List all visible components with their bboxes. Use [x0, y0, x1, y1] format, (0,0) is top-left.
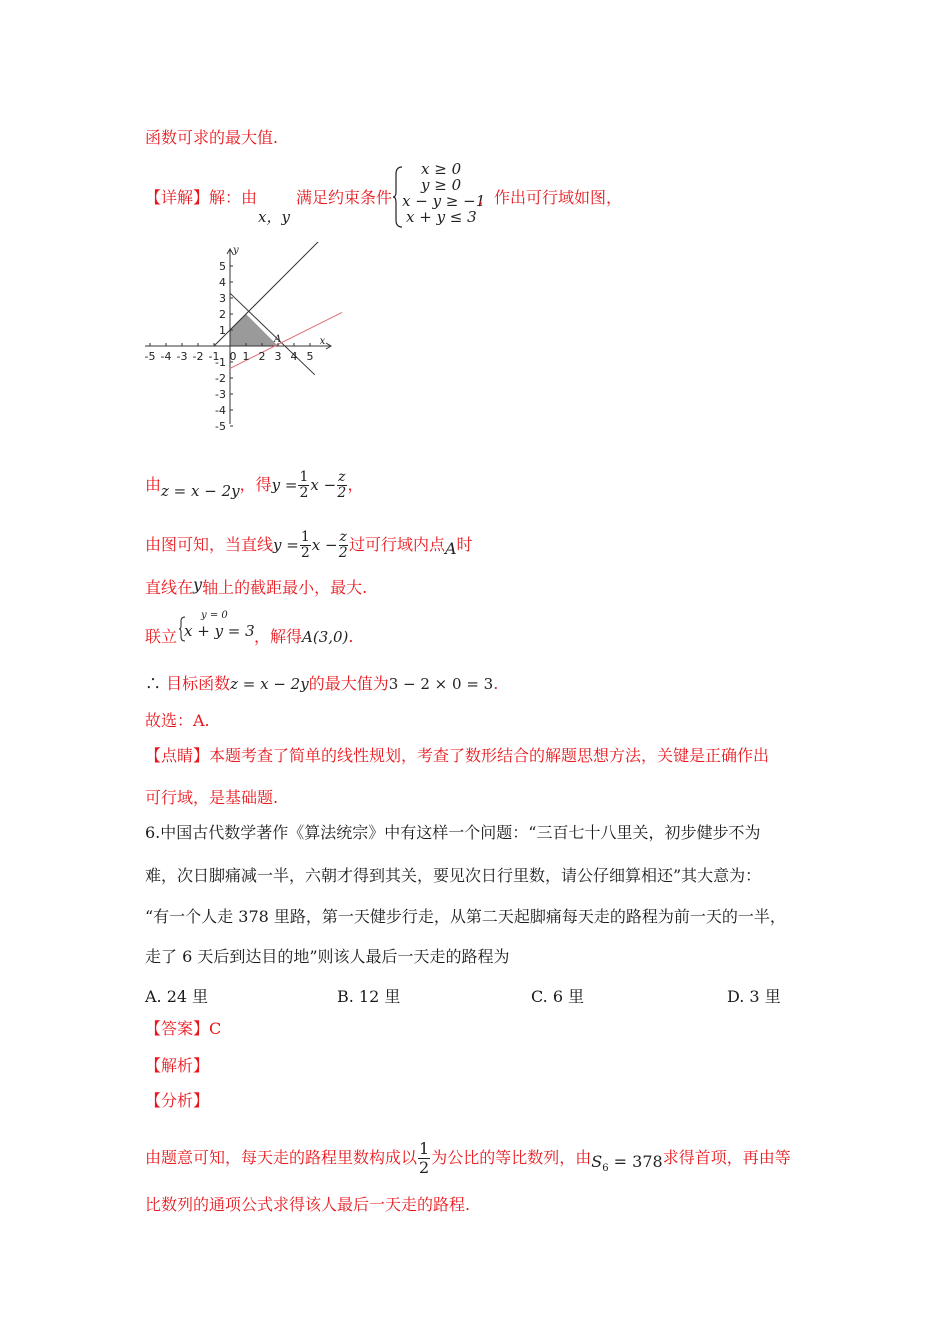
x-tick-label: 1: [242, 350, 250, 363]
y-tick-label: 4: [219, 276, 226, 289]
detail-line: [145, 188, 257, 208]
z-line: [145, 470, 364, 501]
x-tick-label: 3: [274, 350, 282, 363]
x-tick-label: -4: [160, 350, 172, 363]
y-equation-head: y =: [271, 476, 298, 494]
choice-b: B. 12 里: [337, 987, 401, 1006]
system-eq-1: y = 0: [201, 610, 228, 621]
intercept-text-b: 轴上的截距最小，最大.: [202, 578, 368, 597]
x-tick-label: -2: [192, 350, 204, 363]
target-line: [145, 674, 498, 694]
dot-text: .: [348, 627, 354, 646]
choice-c: C. 6 里: [531, 987, 585, 1006]
z-den-2: 2: [338, 545, 348, 561]
comment-line-2: 可行域，是基础题.: [145, 788, 279, 807]
half-num: 1: [299, 469, 309, 485]
answer-line: [145, 1019, 221, 1039]
s6-letter: S: [591, 1152, 603, 1171]
y-tick-label: -2: [215, 372, 226, 385]
feasible-region-graph: [140, 242, 345, 432]
question-line-3: “有一个人走 378 里路，第一天健步行走，从第二天起脚痛每天走的路程为前一天的一半，: [145, 907, 786, 926]
y-equation-head-2: y =: [273, 536, 299, 554]
s6-symbol: [591, 1152, 663, 1175]
fig-text-a: 由图可知，当直线: [145, 535, 274, 554]
choose-line: 故选：A.: [145, 711, 210, 730]
constraint-2: y ≥ 0: [421, 176, 462, 194]
target-value: 3 − 2 × 0 = 3: [388, 675, 494, 693]
jiexi-heading: 【解析】: [145, 1056, 210, 1075]
y-tick-label: -3: [215, 388, 226, 401]
x-axis-label: x: [319, 336, 326, 347]
ratio-num: 1: [419, 1139, 430, 1158]
analysis-text-a: 由题意可知，每天走的路程里数构成以: [145, 1148, 418, 1167]
z-fraction: [337, 470, 346, 501]
question-line-1: 6.中国古代数学著作《算法统宗》中有这样一个问题：“三百七十八里关，初步健步不为: [145, 823, 761, 842]
intercept-y: y: [193, 575, 203, 594]
fenxi-heading: 【分析】: [145, 1091, 210, 1110]
question-line-2: 难，次日脚痛减一半，六朝才得到其关，要见次日行里数，请公仔细算相还”其大意为：: [145, 866, 762, 885]
z-den: 2: [337, 485, 347, 501]
y-tick-label: 1: [219, 324, 226, 337]
y-tick-label: -1: [215, 356, 226, 369]
analysis-line-2: 比数列的通项公式求得该人最后一天走的路程.: [145, 1195, 471, 1214]
y-tick-label: -4: [215, 404, 226, 417]
lianli-text: 联立: [145, 627, 178, 646]
s6-value: = 378: [608, 1152, 663, 1171]
choice-d: D. 3 里: [727, 987, 781, 1006]
y-axis-label: y: [233, 245, 239, 256]
z-num-2: z: [339, 529, 347, 545]
half-num-2: 1: [300, 529, 310, 545]
point-a: A: [444, 539, 457, 558]
detail-text-b: 满足约束条件: [296, 188, 393, 207]
a30: A(3,0): [302, 628, 349, 646]
y-tick-label: -5: [215, 420, 226, 432]
y-tick-label: 2: [219, 308, 226, 321]
comment-line-1: [145, 746, 769, 766]
half-fraction: [298, 470, 309, 501]
half-den: 2: [299, 485, 309, 501]
answer-value: C: [209, 1019, 222, 1038]
x-minus-2: x −: [311, 536, 338, 554]
analysis-line-1: [145, 1140, 791, 1177]
detail-text-c: ，作出可行域如图，: [478, 188, 623, 207]
half-den-2: 2: [300, 545, 310, 561]
you-text: 由: [145, 475, 162, 494]
x-tick-label: -5: [144, 350, 156, 363]
x-tick-label: -1: [208, 350, 220, 363]
analysis-text-b: 为公比的等比数列，由: [431, 1148, 592, 1167]
x-tick-label: 5: [306, 350, 314, 363]
target-text-a: 目标函数: [166, 674, 231, 693]
constraint-1: x ≥ 0: [421, 160, 462, 178]
s6-subscript: 6: [602, 1163, 609, 1175]
question-line-4: 走了 6 天后到达目的地”则该人最后一天走的路程为: [145, 947, 510, 966]
system-eq-2: x + y = 3: [184, 622, 255, 640]
y-tick-label: 5: [219, 260, 226, 273]
fig-text-c: 时: [456, 535, 473, 554]
de-text: ，得: [239, 475, 272, 494]
x-tick-label: 2: [258, 350, 266, 363]
text-line: 函数可求的最大值.: [145, 128, 279, 147]
target-z-eq: z = x − 2y: [230, 675, 309, 693]
comma-text: ，: [347, 475, 364, 494]
therefore-symbol: ∴: [145, 674, 167, 693]
target-text-b: 的最大值为: [308, 674, 389, 693]
choice-a: A. 24 里: [145, 987, 209, 1006]
target-dot: .: [493, 674, 499, 693]
comment-tag: 【点睛】: [145, 746, 210, 765]
intercept-text-a: 直线在: [145, 578, 194, 597]
answer-tag: 【答案】: [145, 1019, 210, 1038]
z-num: z: [338, 469, 346, 485]
jie-text: ，解得: [254, 627, 303, 646]
detail-xy: x，y: [258, 208, 290, 226]
x-tick-label: 4: [290, 350, 298, 363]
constraint-4: x + y ≤ 3: [406, 208, 477, 226]
intercept-line: [145, 575, 368, 598]
z-equation: z = x − 2y: [161, 482, 240, 500]
solve-line: [254, 627, 354, 647]
comment-text-a: 本题考查了简单的线性规划，考查了数形结合的解题思想方法，关键是正确作出: [209, 746, 770, 765]
point-a-label: A: [274, 334, 282, 345]
feasible-region: [230, 314, 278, 346]
z-fraction-2: [339, 530, 348, 561]
constraint-3: x − y ≥ −1: [402, 192, 486, 210]
fig-text-b: 过可行域内点: [348, 535, 445, 554]
detail-text-a: 解：由: [209, 188, 258, 207]
x-tick-label: -3: [176, 350, 188, 363]
x-tick-label: 0: [229, 350, 237, 363]
x-minus: x −: [310, 476, 337, 494]
half-fraction-2: [300, 530, 311, 561]
y-tick-label: 3: [219, 292, 226, 305]
ratio-den: 2: [419, 1158, 430, 1177]
detail-tag: 【详解】: [145, 188, 210, 207]
fig-line: [145, 530, 473, 561]
ratio-fraction: [418, 1140, 430, 1177]
analysis-text-c: 求得首项，再由等: [662, 1148, 791, 1167]
